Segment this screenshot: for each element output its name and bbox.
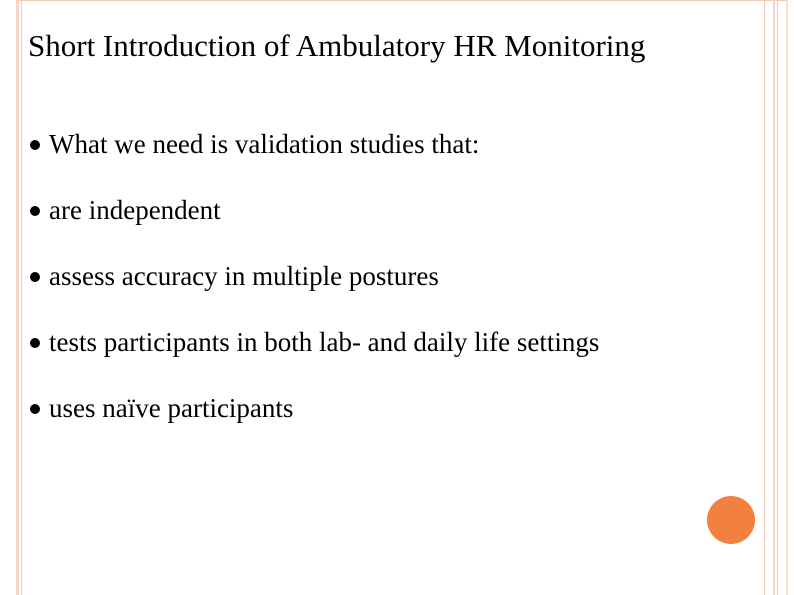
left-border-frame	[0, 0, 22, 595]
bullet-dot-icon	[30, 404, 40, 414]
bullet-dot-icon	[30, 140, 40, 150]
bullet-item	[28, 318, 599, 384]
bullet-item	[28, 120, 599, 186]
bullet-text: assess accuracy in multiple postures	[49, 261, 439, 291]
right-border-frame	[764, 0, 794, 595]
slide-title: Short Introduction of Ambulatory HR Monitoring	[28, 28, 646, 63]
bullet-item	[28, 186, 599, 252]
bullet-dot-icon	[30, 206, 40, 216]
bullet-text: What we need is validation studies that:	[49, 129, 480, 159]
right-border-line	[764, 0, 765, 595]
bullet-text: are independent	[49, 195, 221, 225]
top-border-line	[16, 0, 786, 1]
bullet-list	[28, 120, 599, 450]
bullet-text: tests participants in both lab- and daily life settings	[49, 327, 600, 357]
bullet-dot-icon	[30, 338, 40, 348]
decorative-circle-icon	[707, 496, 755, 544]
right-border-line	[773, 0, 775, 595]
right-border-line	[777, 0, 778, 595]
right-border-line	[786, 0, 788, 595]
bullet-dot-icon	[30, 272, 40, 282]
bullet-item	[28, 384, 599, 450]
bullet-item	[28, 252, 599, 318]
bullet-text: uses naïve participants	[49, 393, 294, 423]
